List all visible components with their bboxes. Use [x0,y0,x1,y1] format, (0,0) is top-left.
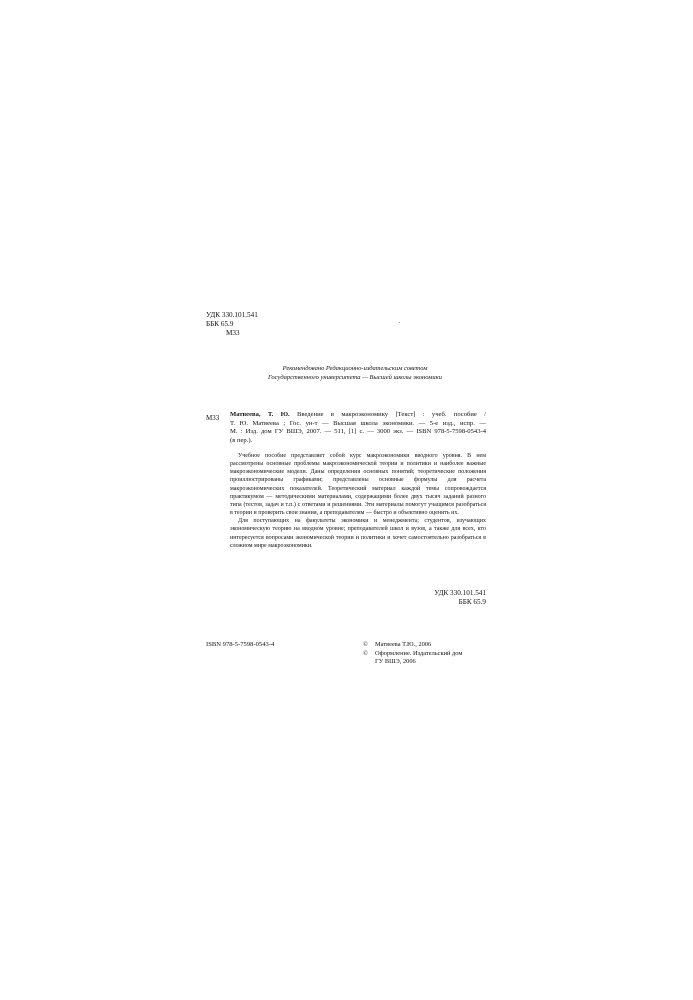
udk-code: УДК 330.101.541 [206,311,258,319]
recommendation-line-2: Государственного университета — Высшей школы экономики [268,373,442,381]
bib-title: Введение в макроэкономику [Текст] : учеб. пособие / [289,411,486,418]
copyright-row-2 [363,650,462,659]
author-mark: М33 [226,329,240,337]
bib-line-4: (в пер.). [230,436,253,444]
bib-line-1 [230,411,486,420]
annotation [230,452,486,550]
bibliographic-record [206,411,486,445]
annotation-paragraph-2: Для поступающих на факультеты экономики и менеджмента; студентов, изучающих экономическую теорию на вводном уровне; преподавателей школ и вузов, а также для всех, кто интересуется вопросами экономической теории и политики и хочет самостоятельно разобраться в сложном мире макроэкономики. [230,518,486,549]
bib-author: Матвеева, Т. Ю. [230,411,290,418]
bbk-code: ББК 65.9 [206,320,234,328]
recommendation-line-1: Рекомендовано Редакционно-издательским советом [282,365,428,372]
udk-code-bottom: УДК 330.101.541 [434,589,486,597]
copyright-publisher: ГУ ВШЭ, 2006 [375,658,416,666]
copyright-row-1 [363,641,462,650]
bib-author-mark: М33 [206,414,220,422]
bib-line-2: Т. Ю. Матвеева ; Гос. ун-т — Высшая школа экономики. — 5-е изд., испр. — [230,419,486,427]
copyright-author: Матвеева Т.Ю., 2006 [375,641,432,648]
annotation-paragraph-1: Учебное пособие представляет собой курс макроэкономики вводного уровня. В нем рассмотрены основные проблемы макроэкономической теории и политики и наиболее важные макроэкономические модели. Даны определения основных понятий; теоретические положения проиллюстрированы графиками; представлены основные формулы для расчета макроэкономических показателей. Теоретический материал каждой темы сопровождается практикумом — методическими материалами, содержащими более двух тысяч заданий разного типа (тестов, задач и т.п.) с ответами и решениями. Эти материалы помогут учащимся разобраться в теории и проверить свои знания, а преподавателям — быстро и объективно оценить их. [230,453,486,517]
classification-bottom [420,589,486,607]
isbn: ISBN 978-5-7598-0543-4 [206,641,275,648]
copyright-symbol: © [363,641,368,648]
bib-line-3: М. : Изд. дом ГУ ВШЭ, 2007. — 511, [1] с. — 3000 экз. — ISBN 978-5-7598-0543-4 [230,428,486,436]
bib-text [230,411,486,445]
copyright-design: Оформление. Издательский дом [375,649,463,657]
bbk-code-bottom: ББК 65.9 [458,598,486,606]
recommendation [250,365,460,383]
print-speck [399,322,400,323]
copyright-symbol-2: © [363,649,368,657]
copyright-block [363,641,462,667]
classification-block [206,311,258,338]
